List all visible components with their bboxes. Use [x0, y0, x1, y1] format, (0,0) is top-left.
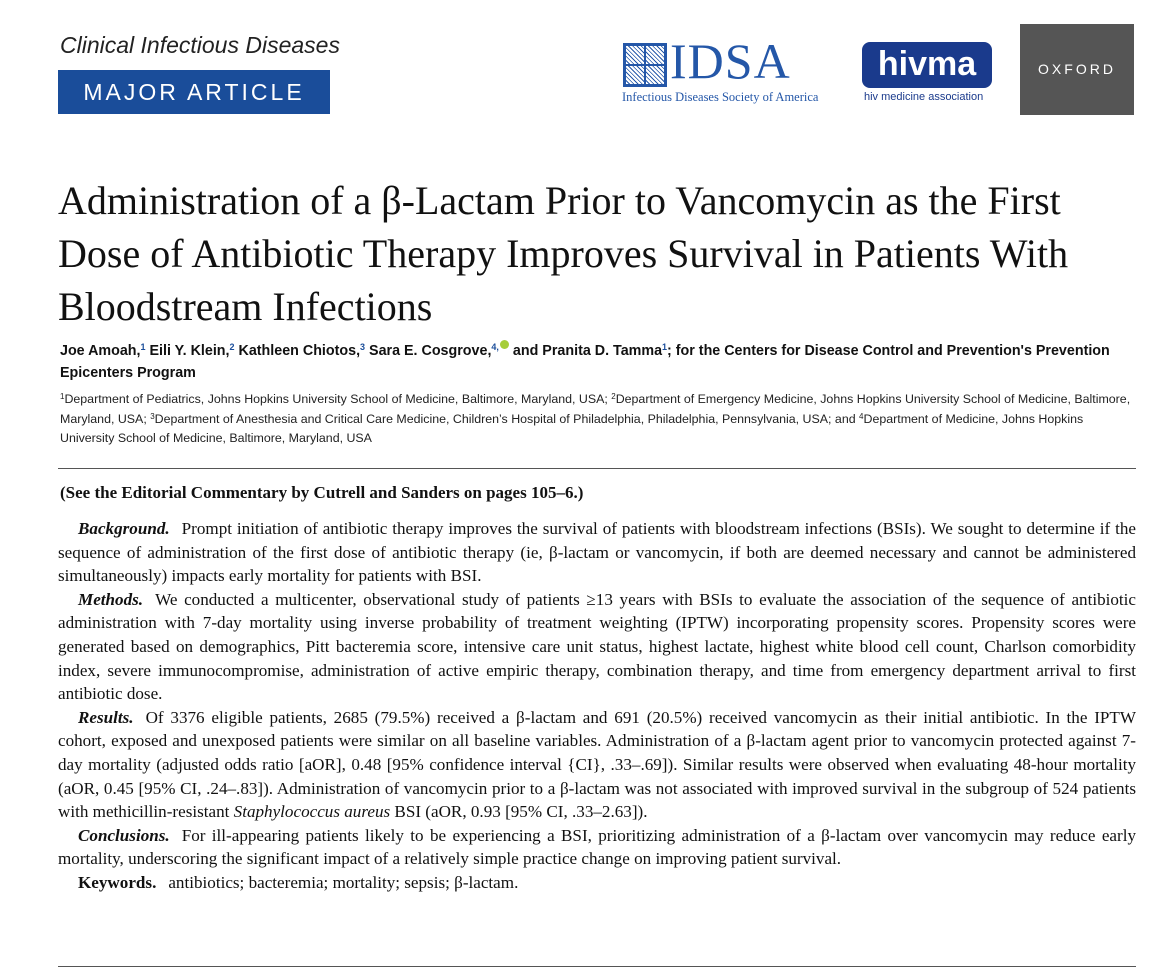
abstract-text: BSI (aOR, 0.93 [95% CI, .33–2.63]). [390, 802, 648, 822]
author-affiliation-ref[interactable]: 3 [360, 342, 366, 352]
affiliation-number: 1 [60, 392, 65, 401]
affiliations [60, 390, 1140, 449]
abstract-text: For ill-appearing patients likely to be experiencing a BSI, prioritizing administration of a β-lactam over vancomycin may reduce early mortality, underscoring the significant impact of a relatively simple practice change on improving patient survival. [58, 825, 1136, 869]
affiliation-number: 3 [150, 411, 155, 421]
orcid-icon[interactable] [500, 340, 509, 349]
author-affiliation-ref[interactable]: 1 [140, 342, 146, 352]
author-affiliation-ref[interactable]: 4, [491, 342, 499, 352]
idsa-emblem-icon [623, 43, 667, 87]
keywords-label: Keywords. [78, 872, 157, 892]
author-name[interactable]: Joe Amoah, [60, 343, 141, 359]
hivma-logo-subtitle: hiv medicine association [864, 91, 984, 103]
abstract-text: Of 3376 eligible patients, 2685 (79.5%) received a β-lactam and 691 (20.5%) received vancomycin as their initial antibiotic. In the IPTW cohort, exposed and unexposed patients were similar on all baseline variables. Administration of a β-lactam agent prior to vancomycin protected against 7-day mortality (adjusted odds ratio [aOR], 0.48 [95% confidence interval {CI}, .33–.69]). Similar results were observed when evaluating 48-hour mortality (aOR, 0.45 [95% CI, .24–.83]). Administration of vancomycin prior to a β-lactam was not associated with improved survival in the subgroup of 524 patients with methicillin-resistant [58, 707, 1136, 822]
affiliation-text: Department of Pediatrics, Johns Hopkins University School of Medicine, Baltimore, Maryland, USA; [64, 392, 612, 406]
article-title: Administration of a β-Lactam Prior to Vancomycin as the First Dose of Antibiotic Therapy Improves Survival in Patients With Bloodstream Infections [58, 178, 1069, 329]
journal-name: Clinical Infectious Diseases [60, 32, 340, 58]
oxford-logo: OXFORD [1020, 24, 1134, 115]
hivma-logo [862, 42, 994, 106]
hivma-logo-text: hivma [862, 42, 992, 88]
affiliation-number: 4 [859, 411, 864, 421]
abstract-label: Conclusions. [78, 825, 170, 845]
editorial-commentary-note[interactable]: (See the Editorial Commentary by Cutrell and Sanders on pages 105–6.) [60, 483, 584, 502]
abstract-keywords [58, 871, 1136, 895]
affiliation-text: Department of Emergency Medicine, Johns Hopkins University School of Medicine, Baltimore, Maryland, USA; [60, 392, 1131, 426]
affiliation-text: Department of Medicine, Johns Hopkins University School of Medicine, Baltimore, Maryland, USA [60, 411, 1084, 445]
abstract-conclusions [58, 824, 1136, 871]
idsa-logo-text: IDSA [670, 33, 791, 89]
abstract-label: Background. [78, 519, 170, 538]
organism-name: Staphylococcus aureus [233, 802, 391, 822]
abstract-label: Results. [78, 707, 134, 727]
idsa-logo-subtitle: Infectious Diseases Society of America [622, 90, 819, 104]
keywords-text: antibiotics; bacteremia; mortality; sepsis; β-lactam. [168, 872, 519, 892]
abstract-methods [58, 588, 1136, 706]
author-list [60, 340, 1140, 384]
section-divider [58, 468, 1136, 469]
abstract-background [58, 517, 1136, 588]
affiliation-number: 2 [611, 392, 616, 401]
author-name[interactable]: and Pranita D. Tamma [512, 343, 663, 359]
author-affiliation-ref[interactable]: 2 [229, 342, 235, 352]
abstract [58, 517, 1136, 895]
abstract-results [58, 706, 1136, 824]
author-name[interactable]: Kathleen Chiotos, [238, 343, 361, 359]
affiliation-text: Department of Anesthesia and Critical Care Medicine, Children’s Hospital of Philadelphia, Philadelphia, Pennsylvania, USA; and [154, 411, 860, 426]
abstract-label: Methods. [78, 589, 144, 609]
abstract-text: We conducted a multicenter, observational study of patients ≥13 years with BSIs to evaluate the association of the sequence of antibiotic administration with 7-day mortality using inverse probability of treatment weighting (IPTW) incorporating propensity scores. Propensity scores were generated based on demographics, Pitt bacteremia score, intensive care unit status, highest lactate, highest white blood cell count, Charlson comorbidity index, severe immunocompromise, administration of active empiric therapy, combination therapy, and time from emergency department arrival to first antibiotic dose. [58, 589, 1136, 704]
author-name[interactable]: Eili Y. Klein, [149, 343, 230, 359]
author-group: ; for the Centers for Disease Control and Prevention's Prevention Epicenters Program [60, 343, 1110, 381]
bottom-divider [58, 966, 1136, 967]
idsa-logo [620, 33, 850, 106]
article-type-badge: MAJOR ARTICLE [58, 70, 330, 114]
author-name[interactable]: Sara E. Cosgrove, [369, 343, 492, 359]
author-affiliation-ref[interactable]: 1 [662, 342, 668, 352]
abstract-text: Prompt initiation of antibiotic therapy improves the survival of patients with bloodstream infections (BSIs). We sought to determine if the sequence of administration of the first dose of antibiotic therapy (ie, β-lactam or vancomycin, if both are deemed necessary and cannot be administered simultaneously) impacts early mortality for patients with BSI. [58, 519, 1136, 586]
